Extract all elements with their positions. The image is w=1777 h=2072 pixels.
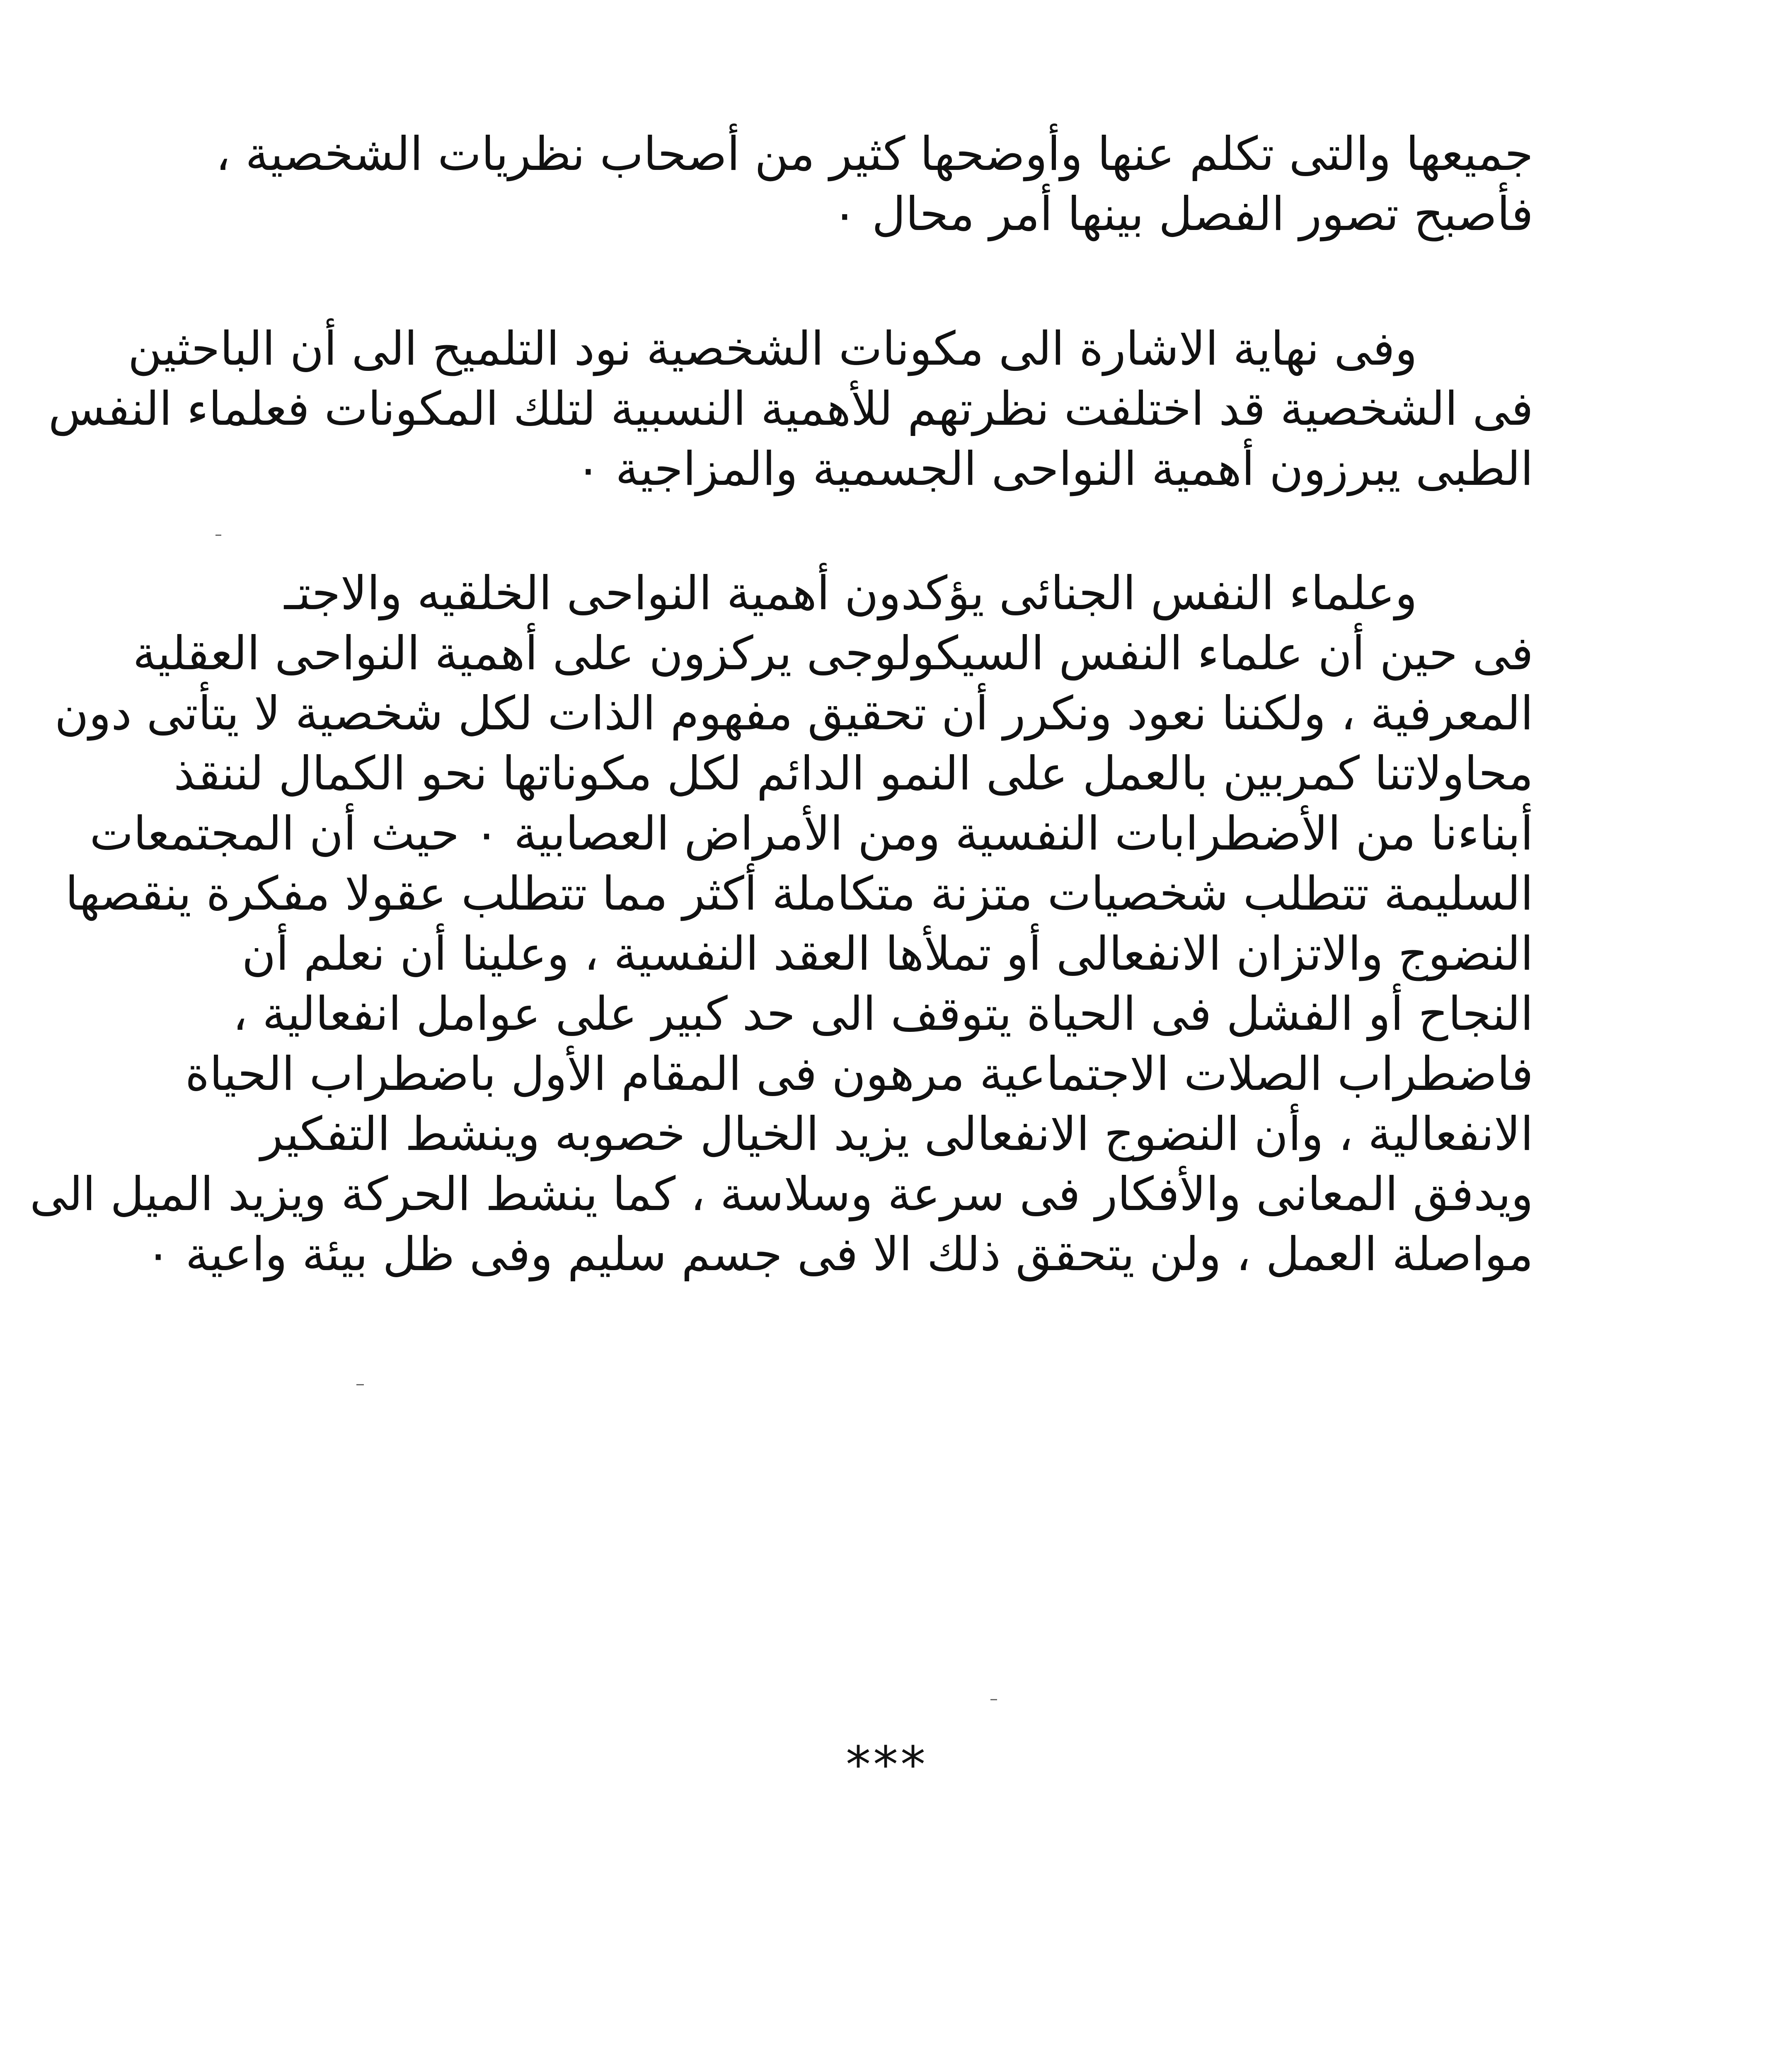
section-ornament: *** [846, 1736, 928, 1794]
text-line: النجاح أو الفشل فى الحياة يتوقف الى حد كبير على عوامل انفعالية ، [232, 987, 1533, 1041]
scan-speck [356, 1384, 364, 1385]
text-line: وعلماء النفس الجنائى يؤكدون أهمية النواحى الخلقيه والاجتـ [284, 566, 1417, 620]
text-line: الطبى يبرزون أهمية النواحى الجسمية والمزاجية ٠ [576, 442, 1533, 496]
text-line: ويدفق المعانى والأفكار فى سرعة وسلاسة ، كما ينشط الحركة ويزيد الميل الى [29, 1167, 1533, 1221]
paragraph-2 [48, 319, 1533, 499]
text-line: المعرفية ، ولكننا نعود ونكرر أن تحقيق مفهوم الذات لكل شخصية لا يتأتى دون [54, 687, 1533, 741]
text-line: جميعها والتى تكلم عنها وأوضحها كثير من أصحاب نظريات الشخصية ، [215, 127, 1533, 181]
text-line: محاولاتنا كمربين بالعمل على النمو الدائم لكل مكوناتها نحو الكمال لننقذ [174, 747, 1533, 801]
scan-speck [990, 1699, 997, 1700]
text-line: النضوج والاتزان الانفعالى أو تملأها العقد النفسية ، وعلينا أن نعلم أن [242, 927, 1533, 981]
text-line: فاضطراب الصلات الاجتماعية مرهون فى المقام الأول باضطراب الحياة [185, 1047, 1533, 1101]
text-line: فأصبح تصور الفصل بينها أمر محال ٠ [832, 187, 1533, 241]
text-line: الانفعالية ، وأن النضوج الانفعالى يزيد الخيال خصوبه وينشط التفكير [260, 1107, 1533, 1161]
text-line: أبناءنا من الأضطرابات النفسية ومن الأمراض العصابية ٠ حيث أن المجتمعات [90, 807, 1533, 861]
scan-speck [215, 535, 221, 536]
text-line: وفى نهاية الاشارة الى مكونات الشخصية نود التلميح الى أن الباحثين [128, 322, 1417, 376]
paragraph-1 [215, 124, 1533, 244]
text-line: السليمة تتطلب شخصيات متزنة متكاملة أكثر مما تتطلب عقولا مفكرة ينقصها [65, 867, 1533, 921]
text-line: مواصلة العمل ، ولن يتحقق ذلك الا فى جسم سليم وفى ظل بيئة واعية ٠ [145, 1227, 1533, 1281]
text-line: فى حين أن علماء النفس السيكولوجى يركزون على أهمية النواحى العقلية [133, 627, 1533, 680]
paragraph-3 [29, 564, 1533, 1285]
text-line: فى الشخصية قد اختلفت نظرتهم للأهمية النسبية لتلك المكونات فعلماء النفس [48, 382, 1533, 436]
